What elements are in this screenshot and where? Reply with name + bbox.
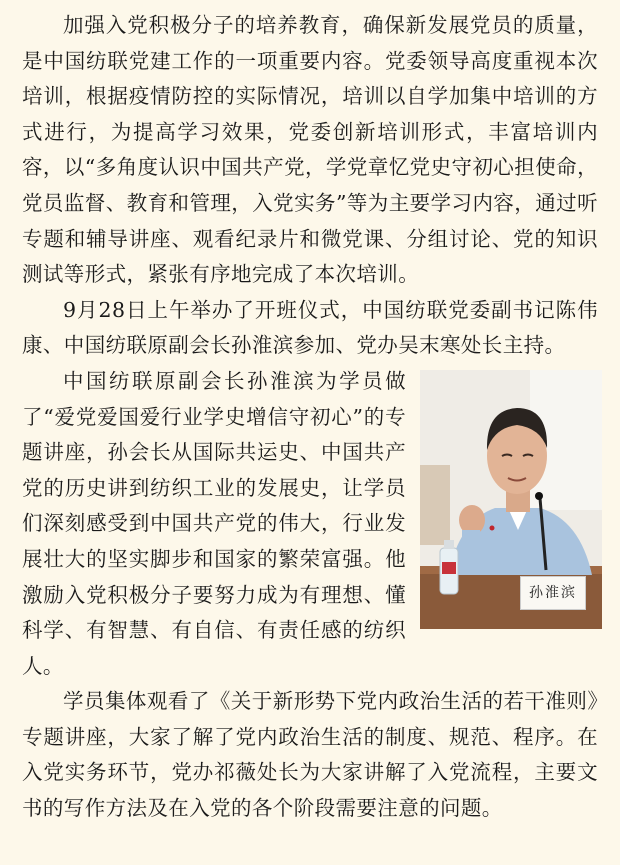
paragraph-intro: 加强入党积极分子的培养教育，确保新发展党员的质量，是中国纺联党建工作的一项重要内容。党委领导高度重视本次培训，根据疫情防控的实际情况，培训以自学加集中培训的方式进行，为提高学习效果，党委创新培训形式，丰富培训内容，以“多角度认识中国共产党，学党章忆党史守初心担使命，党员监督、教育和管理，入党实务”等为主要学习内容，通过听专题和辅导讲座、观看纪录片和微党课、分组讨论、党的知识测试等形式，紧张有序地完成了本次培训。 xyxy=(22,13,598,287)
paragraph-film-and-practice: 学员集体观看了《关于新形势下党内政治生活的若干准则》专题讲座，大家了解了党内政治生活的制度、规范、程序。在入党实务环节，党办祁薇处长为大家讲解了入党流程，主要文书的写作方法及在入党的各个阶段需要注意的问题。 xyxy=(22,689,598,821)
paragraph-lecture: 中国纺联原副会长孙淮滨为学员做了“爱党爱国爱行业学史增信守初心”的专题讲座，孙会长从国际共运史、中国共产党的历史讲到纺织工业的发展史，让学员们深刻感受到中国共产党的伟大，行业发展壮大的坚实脚步和国家的繁荣富强。他激励入党积极分子要努力成为有理想、懂科学、有智慧、有自信、有责任感的纺织人。 xyxy=(22,368,406,678)
paragraph-opening-ceremony: 9月28日上午举办了开班仪式，中国纺联党委副书记陈伟康、中国纺联原副会长孙淮滨参加、党办吴末寒处长主持。 xyxy=(22,297,598,358)
speaker-photo xyxy=(420,370,602,629)
nameplate: 孙淮滨 xyxy=(520,576,586,610)
